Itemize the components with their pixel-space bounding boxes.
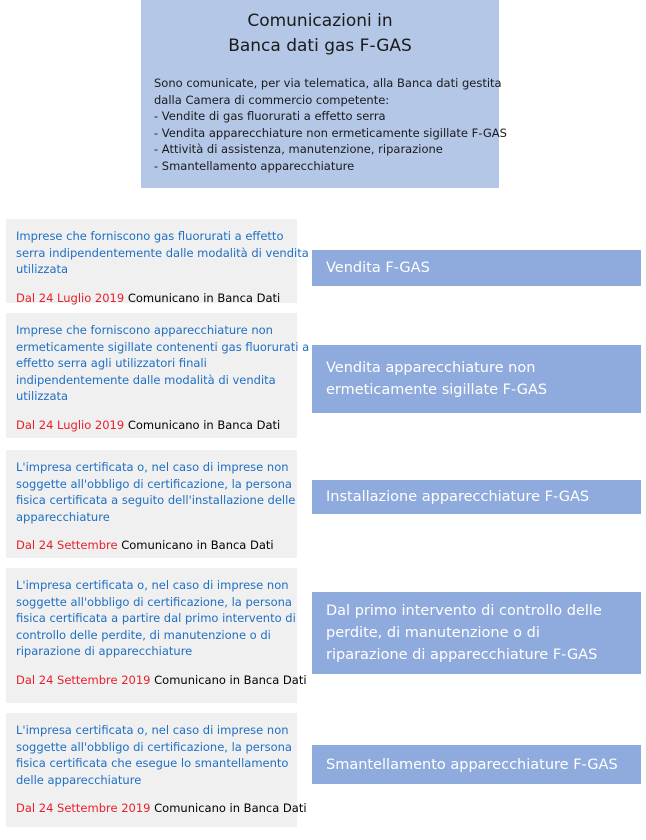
requirement-line: soggette all'obbligo di certificazione, la persona xyxy=(16,476,292,491)
requirement-line: controllo delle perdite, di manutenzione o di xyxy=(16,627,271,642)
requirement-line: utilizzata xyxy=(16,262,69,276)
requirement-deadline-3 xyxy=(16,537,287,553)
requirement-line: effetto serra agli utilizzatori finali xyxy=(16,356,207,370)
requirement-line: fisica certificata a partire dal primo intervento di xyxy=(16,611,296,625)
deadline-date: Dal 24 Luglio 2019 xyxy=(16,417,125,432)
requirement-box-4 xyxy=(6,568,307,703)
title-body-line-4: - Vendita apparecchiature non ermeticamente sigillate F-GAS xyxy=(154,125,507,140)
requirement-line: L'impresa certificata o, nel caso di imprese non xyxy=(16,723,289,737)
category-line: perdite, di manutenzione o di xyxy=(326,625,540,641)
category-box-2 xyxy=(312,345,641,413)
deadline-note: Comunicano in Banca Dati xyxy=(124,417,281,432)
deadline-date: Dal 24 Settembre 2019 xyxy=(16,672,151,687)
requirement-line: soggette all'obbligo di certificazione, la persona xyxy=(16,739,292,754)
requirement-deadline-2 xyxy=(16,417,287,433)
title-body-line-6: - Smantellamento apparecchiature xyxy=(154,158,355,173)
requirement-line: soggette all'obbligo di certificazione, la persona xyxy=(16,594,292,609)
requirement-line: utilizzata xyxy=(16,389,69,403)
deadline-note: Comunicano in Banca Dati xyxy=(150,672,307,687)
category-label-1 xyxy=(326,257,430,279)
deadline-date: Dal 24 Luglio 2019 xyxy=(16,290,125,305)
requirement-line: L'impresa certificata o, nel caso di imprese non xyxy=(16,460,289,474)
category-line: riparazione di apparecchiature F-GAS xyxy=(326,647,598,663)
requirement-deadline-1 xyxy=(16,290,287,306)
requirement-description-4 xyxy=(16,577,296,660)
requirement-line: serra indipendentemente dalle modalità di vendita xyxy=(16,245,309,260)
requirement-description-2 xyxy=(16,322,310,405)
requirement-box-1 xyxy=(6,219,309,305)
title-card-body xyxy=(141,75,507,174)
category-line: ermeticamente sigillate F-GAS xyxy=(326,382,548,398)
requirement-description-3 xyxy=(16,459,296,525)
requirement-line: Imprese che forniscono apparecchiature non xyxy=(16,323,273,337)
category-box-5 xyxy=(312,745,641,784)
deadline-note: Comunicano in Banca Dati xyxy=(124,290,281,305)
title-body-line-1: Sono comunicate, per via telematica, alla Banca dati gestita xyxy=(154,76,502,90)
category-box-4 xyxy=(312,592,641,674)
category-box-1 xyxy=(312,250,641,286)
requirement-description-1 xyxy=(16,228,309,278)
requirement-line: Imprese che forniscono gas fluorurati a effetto xyxy=(16,229,284,243)
requirement-box-3 xyxy=(6,450,297,558)
page-title-line-1: Comunicazioni in xyxy=(247,11,393,31)
category-label-4 xyxy=(326,600,602,666)
requirement-line: ermeticamente sigillate contenenti gas fluorurati a xyxy=(16,339,310,354)
requirement-line: fisica certificata che esegue lo smantellamento xyxy=(16,756,289,770)
requirement-deadline-4 xyxy=(16,672,307,688)
requirement-deadline-5 xyxy=(16,800,307,816)
deadline-date: Dal 24 Settembre xyxy=(16,538,118,552)
requirement-line: riparazione di apparecchiature xyxy=(16,644,193,658)
page-title-line-2: Banca dati gas F-GAS xyxy=(228,36,412,56)
title-body-line-2: dalla Camera di commercio competente: xyxy=(154,92,390,107)
category-box-3 xyxy=(312,480,641,514)
requirement-description-5 xyxy=(16,722,292,788)
category-label-2 xyxy=(326,357,547,401)
category-label-5 xyxy=(326,754,618,776)
title-body-line-5: - Attività di assistenza, manutenzione, riparazione xyxy=(154,142,443,156)
deadline-note: Comunicano in Banca Dati xyxy=(150,801,307,815)
requirement-line: fisica certificata a seguito dell'installazione delle xyxy=(16,493,296,507)
requirement-line: apparecchiature xyxy=(16,509,110,524)
deadline-note: Comunicano in Banca Dati xyxy=(117,538,274,552)
deadline-date: Dal 24 Settembre 2019 xyxy=(16,801,151,815)
category-line: Vendita F-GAS xyxy=(326,260,430,276)
page-title xyxy=(141,0,499,59)
requirement-line: delle apparecchiature xyxy=(16,772,142,787)
category-line: Dal primo intervento di controllo delle xyxy=(326,603,602,619)
title-card xyxy=(141,0,507,188)
requirement-line: indipendentemente dalle modalità di vendita xyxy=(16,372,276,387)
requirement-line: L'impresa certificata o, nel caso di imprese non xyxy=(16,578,289,592)
category-line: Vendita apparecchiature non xyxy=(326,360,536,376)
title-body-line-3: - Vendite di gas fluorurati a effetto serra xyxy=(154,109,386,123)
category-line: Smantellamento apparecchiature F-GAS xyxy=(326,756,618,773)
category-label-3 xyxy=(326,486,589,508)
category-line: Installazione apparecchiature F-GAS xyxy=(326,489,590,505)
requirement-box-2 xyxy=(6,313,310,438)
requirement-box-5 xyxy=(6,713,307,827)
